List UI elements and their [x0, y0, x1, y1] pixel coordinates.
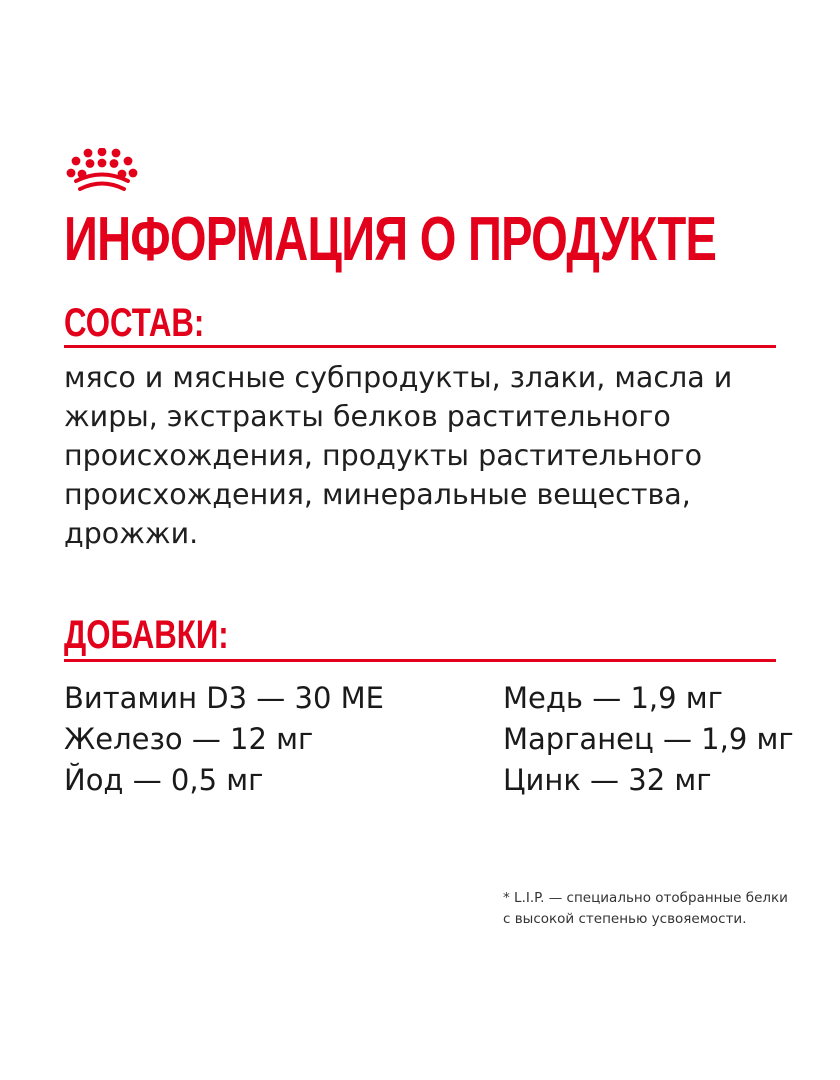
additive-item: Марганец — 1,9 мг [503, 722, 794, 756]
footnote [503, 888, 803, 930]
composition-divider [64, 345, 776, 348]
additive-item: Цинк — 32 мг [503, 763, 712, 797]
footnote-line-1: * L.I.P. — специально отобранные белки [503, 890, 788, 906]
additives-list-right [503, 678, 794, 801]
additive-item: Витамин D3 — 30 МЕ [64, 681, 384, 715]
composition-text: мясо и мясные субпродукты, злаки, масла и жиры, экстракты белков растительного происхождения, продукты растительного происхождения, минеральные вещества, дрожжи. [64, 361, 733, 550]
additives-list-left [64, 678, 384, 801]
additives-divider [64, 659, 776, 662]
additive-item: Медь — 1,9 мг [503, 681, 723, 715]
page-title: ИНФОРМАЦИЯ О ПРОДУКТЕ [64, 205, 717, 274]
composition-heading: СОСТАВ: [64, 301, 205, 345]
additive-item: Йод — 0,5 мг [64, 763, 264, 797]
footnote-line-2: с высокой степенью усвояемости. [503, 911, 747, 927]
additive-item: Железо — 12 мг [64, 722, 314, 756]
crown-icon [66, 148, 138, 194]
additives-heading: ДОБАВКИ: [64, 613, 229, 657]
